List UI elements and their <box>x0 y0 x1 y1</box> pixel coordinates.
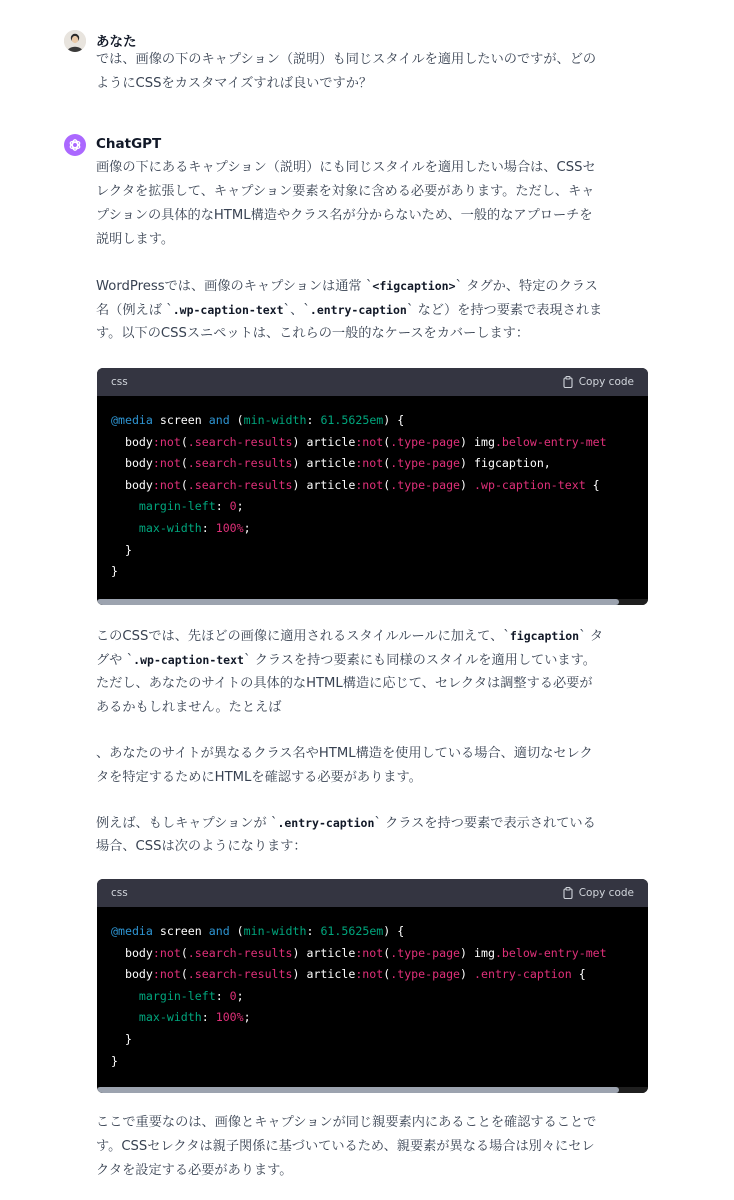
code-block-header <box>97 879 648 907</box>
response-line: ここで重要なのは、画像とキャプションが同じ親要素内にあることを確認することで <box>96 1115 597 1130</box>
user-message-line: ようにCSSをカスタマイズすれば良いですか？ <box>96 76 373 91</box>
response-line: プションの具体的なHTML構造やクラス名が分からないため、一般的なアプローチを <box>96 208 593 223</box>
code-line: } <box>111 564 118 579</box>
response-line: あるかもしれません。たとえば <box>96 700 282 715</box>
code-language-label: css <box>111 887 128 899</box>
code-block <box>97 879 648 1093</box>
response-line: WordPressでは、画像のキャプションは通常 `<figcaption>` タグか、特定のクラス <box>96 279 598 294</box>
inline-code: .entry-caption <box>309 303 407 317</box>
response-line: す。以下のCSSスニペットは、これらの一般的なケースをカバーします： <box>96 326 530 341</box>
code-line: margin-left: 0; <box>138 988 244 1003</box>
response-line: グや `.wp-caption-text` クラスを持つ要素にも同様のスタイルを適用しています。 <box>96 653 596 668</box>
user-name: あなた <box>96 34 137 50</box>
copy-code-label: Copy code <box>578 887 634 899</box>
response-line: 名（例えば `.wp-caption-text`、`.entry-caption` など）を持つ要素で表現されま <box>96 303 603 318</box>
chatgpt-logo-icon <box>64 134 86 156</box>
response-line: 画像の下にあるキャプション（説明）にも同じスタイルを適用したい場合は、CSSセ <box>96 160 596 175</box>
response-line: タを特定するためにHTMLを確認する必要があります。 <box>96 770 422 785</box>
response-line: 説明します。 <box>96 232 175 247</box>
scrollbar-thumb[interactable] <box>97 599 619 605</box>
user-avatar <box>64 30 86 52</box>
code-line: max-width: 100%; <box>138 1010 251 1025</box>
user-message-line: では、画像の下のキャプション（説明）も同じスタイルを適用したいのですが、どの <box>96 52 597 67</box>
code-line: margin-left: 0; <box>138 499 244 514</box>
code-line: } <box>111 1031 132 1046</box>
response-line: このCSSでは、先ほどの画像に適用されるスタイルルールに加えて、`figcaption` タ <box>96 629 604 644</box>
assistant-name: ChatGPT <box>96 136 162 152</box>
code-line: body:not(.search-results) article:not(.type-page) .entry-caption { <box>111 967 586 982</box>
scrollbar-thumb[interactable] <box>97 1087 619 1093</box>
response-line: 例えば、もしキャプションが `.entry-caption` クラスを持つ要素で表示されている <box>96 816 596 831</box>
horizontal-scrollbar[interactable] <box>97 1087 648 1093</box>
code-line: body:not(.search-results) article:not(.type-page) .wp-caption-text { <box>111 477 600 492</box>
clipboard-icon <box>563 887 574 899</box>
code-content <box>97 396 648 583</box>
code-line: max-width: 100%; <box>138 520 251 535</box>
copy-code-button[interactable] <box>563 376 634 388</box>
code-line: body:not(.search-results) article:not(.type-page) img.below-entry-met <box>111 945 607 960</box>
code-line: } <box>111 542 132 557</box>
response-line: クタを設定する必要があります。 <box>96 1163 293 1178</box>
code-line: body:not(.search-results) article:not(.type-page) img.below-entry-met <box>111 434 607 449</box>
response-line: レクタを拡張して、キャプション要素を対象に含める必要があります。ただし、キャ <box>96 184 595 199</box>
copy-code-button[interactable] <box>563 887 634 899</box>
inline-code: .wp-caption-text <box>172 303 284 317</box>
code-content <box>97 907 648 1072</box>
copy-code-label: Copy code <box>578 376 634 388</box>
inline-code: .wp-caption-text <box>133 653 244 667</box>
code-line: } <box>111 1053 118 1068</box>
code-line: @media screen and (min-width: 61.5625em) { <box>111 413 405 427</box>
inline-code: figcaption <box>509 629 580 643</box>
response-line: 場合、CSSは次のようになります： <box>96 839 307 854</box>
response-line: ただし、あなたのサイトの具体的なHTML構造に応じて、セレクタは調整する必要が <box>96 676 593 691</box>
response-line: 、あなたのサイトが異なるクラス名やHTML構造を使用している場合、適切なセレク <box>96 746 593 761</box>
code-block-header <box>97 368 648 396</box>
inline-code: <figcaption> <box>372 279 456 293</box>
clipboard-icon <box>563 376 574 388</box>
code-language-label: css <box>111 376 128 388</box>
code-block <box>97 368 648 605</box>
code-line: @media screen and (min-width: 61.5625em) { <box>111 924 405 938</box>
horizontal-scrollbar[interactable] <box>97 599 648 605</box>
code-line: body:not(.search-results) article:not(.type-page) figcaption, <box>111 456 551 471</box>
response-line: す。CSSセレクタは親子関係に基づいているため、親要素が異なる場合は別々にセレ <box>96 1139 595 1154</box>
inline-code: .entry-caption <box>277 816 375 830</box>
